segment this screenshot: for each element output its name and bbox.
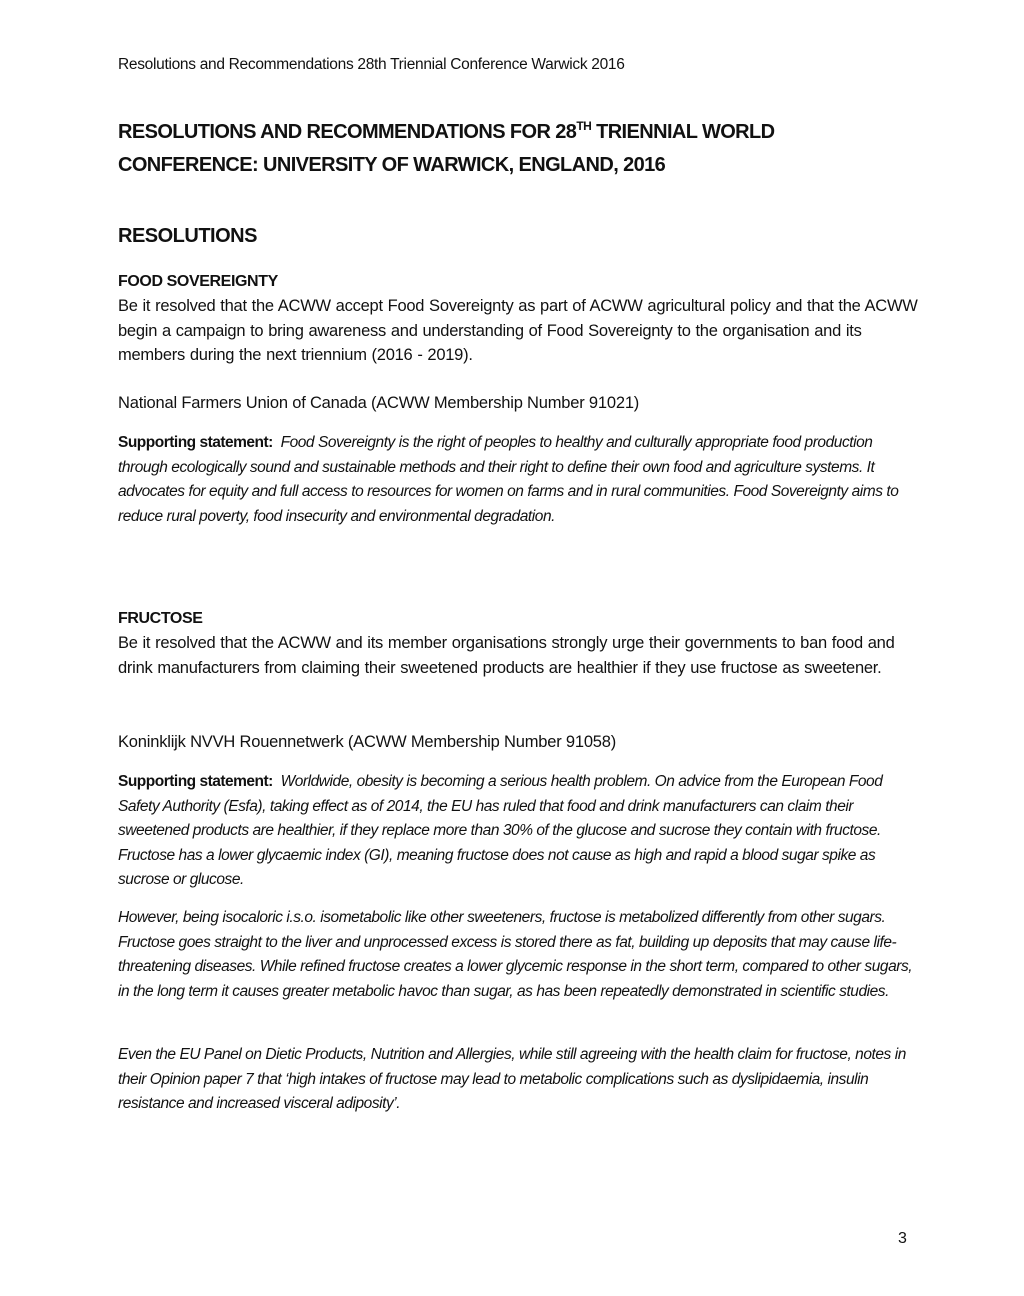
supporting-text: Worldwide, obesity is becoming a serious health problem. On advice from the European Food Safety Authority (Esfa), taking effect as of 2014, the EU has ruled that food and drink manufacturers can claim their sweetened products are healthier, if they replace more than 30% of the glucose and sucrose they contain with fructose. Fructose has a lower glycaemic index (GI), meaning fructose does not cause as high and rapid a blood sugar spike as sucrose or glucose.: [118, 773, 883, 888]
resolution-text: Be it resolved that the ACWW and its member organisations strongly urge their governments to ban food and drink manufacturers from claiming their sweetened products are healthier if they use fructose as sweetener.: [118, 634, 895, 677]
supporting-paragraph: [118, 431, 918, 529]
resolution-fructose: [118, 607, 918, 680]
resolution-heading: FOOD SOVEREIGNTY: [118, 273, 278, 290]
supporting-statement: [118, 431, 918, 529]
page-number: 3: [898, 1230, 907, 1247]
supporting-paragraph: [118, 770, 918, 893]
resolution-proposer: [118, 391, 918, 415]
proposer-text: Koninklijk NVVH Rouennetwerk (ACWW Membership Number 91058): [118, 733, 617, 751]
resolution-food-sovereignty: [118, 270, 918, 368]
supporting-text: Food Sovereignty is the right of peoples to healthy and culturally appropriate food production through ecologically sound and sustainable methods and their right to define their own food and agriculture systems. It advocates for equity and full access to resources for women on farms and in rural communities. Food Sovereignty aims to reduce rural poverty, food insecurity and environmental degradation.: [118, 434, 899, 525]
title-superscript: TH: [576, 119, 592, 133]
resolution-proposer: [118, 730, 918, 754]
title-part-2: TRIENNIAL WORLD CONFERENCE: UNIVERSITY OF WARWICK, ENGLAND, 2016: [118, 121, 775, 176]
supporting-label: Supporting statement:: [118, 434, 273, 451]
supporting-continuation: Even the EU Panel on Dietic Products, Nutrition and Allergies, while still agreeing with the health claim for fructose, notes in their Opinion paper 7 that ‘high intakes of fructose may lead to metabolic complications such as dyslipidaemia, insulin resistance and increased visceral adiposity’.: [118, 1046, 906, 1112]
supporting-label: Supporting statement:: [118, 773, 273, 790]
supporting-paragraph-2: [118, 906, 918, 1004]
resolution-heading: FRUCTOSE: [118, 610, 203, 627]
document-title: [118, 116, 878, 182]
supporting-continuation: However, being isocaloric i.s.o. isometabolic like other sweeteners, fructose is metabolized differently from other sugars. Fructose goes straight to the liver and unprocessed excess is stored there as fat, building up deposits that may cause life-threatening diseases. While refined fructose creates a lower glycemic response in the short term, compared to other sugars, in the long term it causes greater metabolic havoc than sugar, as has been repeatedly demonstrated in scientific studies.: [118, 909, 913, 1000]
proposer-text: National Farmers Union of Canada (ACWW Membership Number 91021): [118, 394, 640, 412]
supporting-statement: [118, 770, 918, 893]
section-heading-resolutions: RESOLUTIONS: [118, 225, 257, 247]
running-header: Resolutions and Recommendations 28th Triennial Conference Warwick 2016: [118, 56, 625, 73]
supporting-paragraph-3: [118, 1043, 918, 1117]
resolution-text: Be it resolved that the ACWW accept Food Sovereignty as part of ACWW agricultural policy and that the ACWW begin a campaign to bring awareness and understanding of Food Sovereignty to the organisation and its members during the next triennium (2016 - 2019).: [118, 297, 918, 364]
title-part-1: RESOLUTIONS AND RECOMMENDATIONS FOR 28: [118, 121, 577, 143]
